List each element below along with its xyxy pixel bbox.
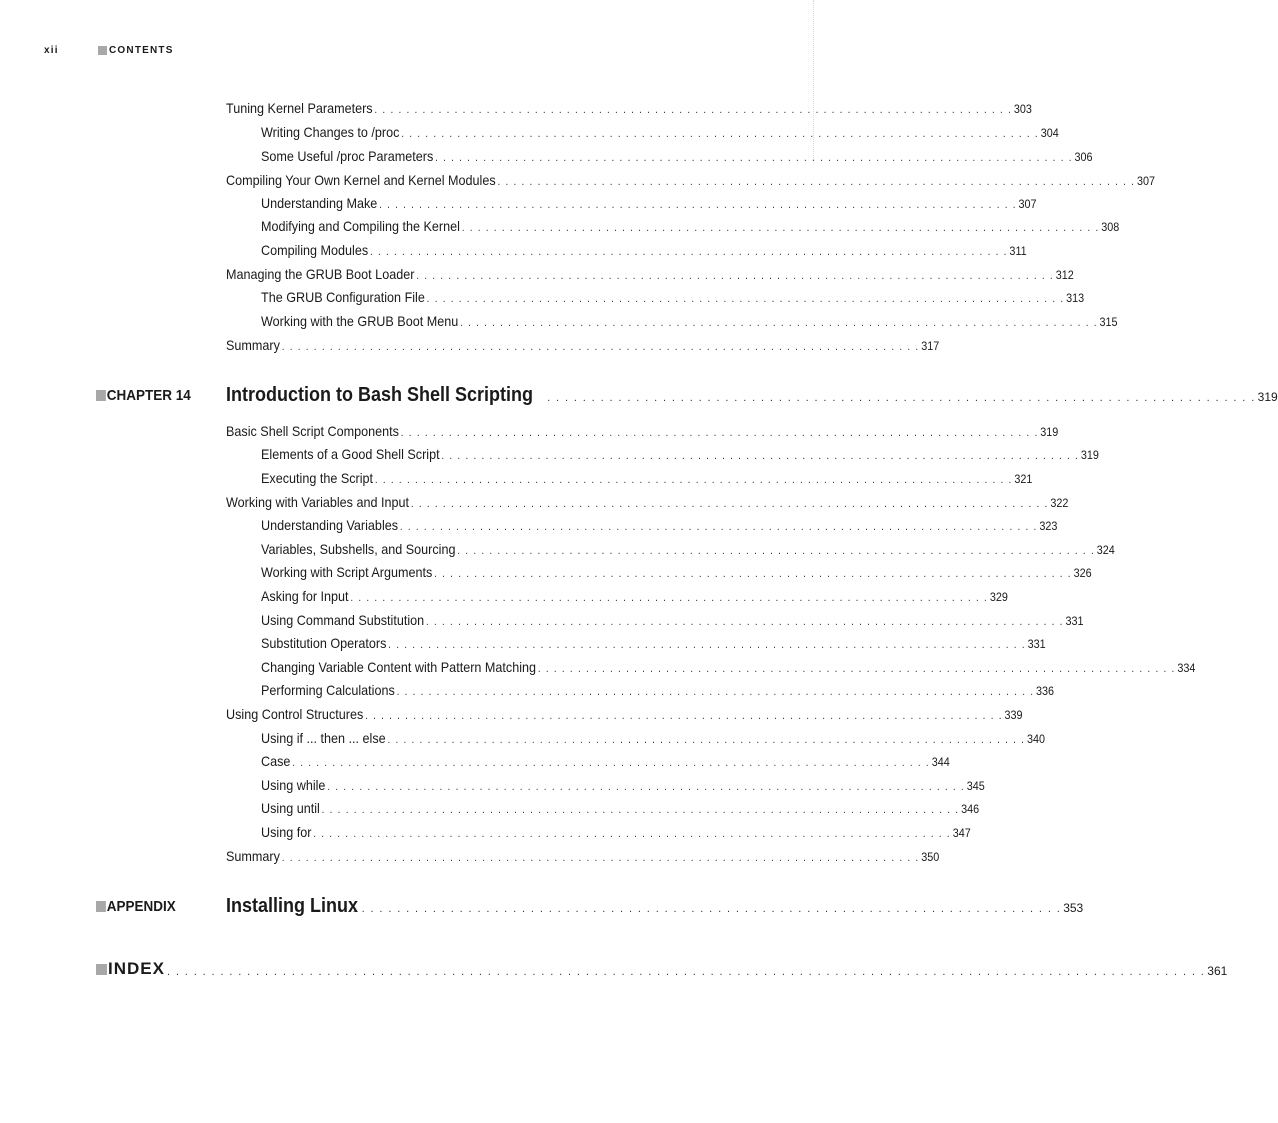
index-label: INDEX	[108, 959, 165, 978]
toc-entry-title: Compiling Your Own Kernel and Kernel Modules	[226, 172, 496, 188]
toc-entry-page: 345	[966, 779, 985, 793]
index-page: 361	[1207, 963, 1228, 978]
toc-entry-title: Using for	[261, 824, 312, 840]
toc-entry[interactable]	[261, 311, 1118, 331]
dot-leader: . . . . . . . . . . . . . . . . . . . . . . . . . . . . . . . . . . . . . . . . . . . . . . . . . . . . . . . . . . . . . . . . . . . . . . . . . . . . . . . .	[410, 498, 1049, 510]
toc-entry-title: Using while	[261, 777, 326, 793]
dot-leader: . . . . . . . . . . . . . . . . . . . . . . . . . . . . . . . . . . . . . . . . . . . . . . . . . . . . . . . . . . . . . . . . . . . . . . . . . . . . . . . .	[547, 392, 1256, 404]
toc-entry-page: 339	[1004, 708, 1023, 722]
toc-entry-title: Using if ... then ... else	[261, 730, 386, 746]
dot-leader: . . . . . . . . . . . . . . . . . . . . . . . . . . . . . . . . . . . . . . . . . . . . . . . . . . . . . . . . . . . . . . . . . . . . . . . . . . . . . . . .	[425, 616, 1064, 628]
toc-entry[interactable]	[261, 822, 971, 842]
dot-leader: . . . . . . . . . . . . . . . . . . . . . . . . . . . . . . . . . . . . . . . . . . . . . . . . . . . . . . . . . . . . . . . . . . . . . . . . . . . . . . . .	[388, 639, 1026, 651]
toc-entry[interactable]	[261, 444, 1099, 464]
dot-leader: . . . . . . . . . . . . . . . . . . . . . . . . . . . . . . . . . . . . . . . . . . . . . . . . . . . . . . . . . . . . . . . . . . . . . . . . . . . . . . . .	[321, 804, 960, 816]
toc-entry-title: Working with Variables and Input	[226, 494, 410, 510]
toc-entry[interactable]	[261, 562, 1092, 582]
toc-entry[interactable]	[261, 468, 1033, 488]
toc-entry-title: Using Control Structures	[226, 706, 364, 722]
dot-leader: . . . . . . . . . . . . . . . . . . . . . . . . . . . . . . . . . . . . . . . . . . . . . . . . . . . . . . . . . . . . . . . . . . . . . . . . . . . . . . . .	[350, 592, 989, 604]
toc-entry-page: 336	[1036, 684, 1055, 698]
toc-entry-page: 313	[1066, 291, 1085, 305]
dot-leader: . . . . . . . . . . . . . . . . . . . . . . . . . . . . . . . . . . . . . . . . . . . . . . . . . . . . . . . . . . . . . . . . . . . . . . . . . . . . . . . .	[441, 450, 1080, 462]
dot-leader: . . . . . . . . . . . . . . . . . . . . . . . . . . . . . . . . . . . . . . . . . . . . . . . . . . . . . . . . . . . . . . . . . . . . . . . . . . . . . . . .	[396, 686, 1035, 698]
toc-entry[interactable]	[226, 846, 940, 866]
appendix-heading-entry[interactable]	[226, 894, 1084, 918]
toc-entry-title: Managing the GRUB Boot Loader	[226, 266, 415, 282]
running-title: CONTENTS	[109, 44, 174, 56]
dot-leader: . . . . . . . . . . . . . . . . . . . . . . . . . . . . . . . . . . . . . . . . . . . . . . . . . . . . . . . . . . . . . . . . . . . . . . . . . . . . . . . .	[352, 903, 1062, 915]
chapter-number: CHAPTER 14	[106, 386, 191, 404]
toc-entry-page: 347	[952, 826, 971, 840]
toc-entry-page: 329	[989, 590, 1008, 604]
toc-entry-title: Executing the Script	[261, 470, 374, 486]
dot-leader: . . . . . . . . . . . . . . . . . . . . . . . . . . . . . . . . . . . . . . . . . . . . . . . . . . . . . . . . . . . . . . . . . . . . . . . . . . . . . . . .	[365, 710, 1003, 722]
dot-leader: . . . . . . . . . . . . . . . . . . . . . . . . . . . . . . . . . . . . . . . . . . . . . . . . . . . . . . . . . . . . . . . . . . . . . . . . . . . . . . . .	[374, 474, 1013, 486]
dot-leader: . . . . . . . . . . . . . . . . . . . . . . . . . . . . . . . . . . . . . . . . . . . . . . . . . . . . . . . . . . . . . . . . . . . . . . . . . . . . . . . .	[497, 176, 1136, 188]
bullet-square-icon	[96, 964, 107, 975]
dot-leader: . . . . . . . . . . . . . . . . . . . . . . . . . . . . . . . . . . . . . . . . . . . . . . . . . . . . . . . . . . . . . . . . . . . . . . . . . . . . . . . .	[461, 222, 1100, 234]
dot-leader: . . . . . . . . . . . . . . . . . . . . . . . . . . . . . . . . . . . . . . . . . . . . . . . . . . . . . . . . . . . . . . . . . . . . . . . . . . . . . . . .	[374, 104, 1013, 116]
toc-entry-title: Working with Script Arguments	[261, 564, 433, 580]
toc-entry-page: 315	[1099, 315, 1118, 329]
dot-leader: . . . . . . . . . . . . . . . . . . . . . . . . . . . . . . . . . . . . . . . . . . . . . . . . . . . . . . . . . . . . . . . . . . . . . . . . . . . . . . . .	[387, 734, 1026, 746]
bullet-square-icon	[98, 46, 107, 55]
toc-entry-title: Working with the GRUB Boot Menu	[261, 313, 459, 329]
appendix-label	[96, 895, 176, 917]
dot-leader: . . . . . . . . . . . . . . . . . . . . . . . . . . . . . . . . . . . . . . . . . . . . . . . . . . . . . . . . . . . . . . . . . . . . . . . . . . . . . . . .	[281, 341, 920, 353]
toc-entry-page: 308	[1101, 220, 1120, 234]
toc-entry-title: Case	[261, 753, 291, 769]
appendix-page: 353	[1063, 901, 1084, 915]
chapter-page: 319	[1257, 390, 1278, 404]
dot-leader: . . . . . . . . . . . . . . . . . . . . . . . . . . . . . . . . . . . . . . . . . . . . . . . . . . . . . . . . . . . . . . . . . . . . . . . . . . . . . . . .	[435, 152, 1073, 164]
dot-leader: . . . . . . . . . . . . . . . . . . . . . . . . . . . . . . . . . . . . . . . . . . . . . . . . . . . . . . . . . . . . . . . . . . . . . . . . . . . . . . . .	[401, 128, 1039, 140]
dot-leader: . . . . . . . . . . . . . . . . . . . . . . . . . . . . . . . . . . . . . . . . . . . . . . . . . . . . . . . . . . . . . . . . . . . . . . . . . . . . . . . .	[313, 828, 951, 840]
toc-entry[interactable]	[226, 264, 1074, 284]
toc-entry[interactable]	[226, 335, 940, 355]
toc-entry[interactable]	[261, 657, 1196, 677]
toc-entry[interactable]	[226, 704, 1023, 724]
dot-leader: . . . . . . . . . . . . . . . . . . . . . . . . . . . . . . . . . . . . . . . . . . . . . . . . . . . . . . . . . . . . . . . . . . . . . . . . . . . . . . . . . . . . . . . . . . . . . . . . . . . . . . . . . . . . . . . . . . . . .	[166, 965, 1206, 978]
chapter-label	[96, 384, 191, 406]
chapter-title: Introduction to Bash Shell Scripting	[226, 384, 534, 406]
toc-entry[interactable]	[261, 680, 1055, 700]
toc-entry-title: Basic Shell Script Components	[226, 423, 399, 439]
toc-entry-title: Some Useful /proc Parameters	[261, 148, 434, 164]
toc-entry-page: 346	[961, 802, 980, 816]
toc-entry[interactable]	[261, 539, 1115, 559]
toc-entry-title: Understanding Make	[261, 195, 378, 211]
toc-entry[interactable]	[226, 170, 1155, 190]
dot-leader: . . . . . . . . . . . . . . . . . . . . . . . . . . . . . . . . . . . . . . . . . . . . . . . . . . . . . . . . . . . . . . . . . . . . . . . . . . . . . . . .	[369, 246, 1008, 258]
toc-entry-title: Using Command Substitution	[261, 612, 425, 628]
toc-entry-page: 307	[1136, 174, 1155, 188]
toc-entry-page: 350	[921, 850, 940, 864]
toc-entry-title: Variables, Subshells, and Sourcing	[261, 541, 456, 557]
toc-entry-title: Summary	[226, 337, 280, 353]
appendix-label-text: APPENDIX	[106, 897, 176, 915]
toc-entry[interactable]	[261, 751, 950, 771]
running-header	[44, 43, 174, 57]
appendix-title: Installing Linux	[226, 895, 359, 917]
toc-entry-title: Changing Variable Content with Pattern Matching	[261, 659, 537, 675]
toc-entry-page: 331	[1065, 614, 1084, 628]
toc-entry-page: 326	[1073, 566, 1092, 580]
toc-entry[interactable]	[261, 633, 1046, 653]
toc-entry[interactable]	[261, 586, 1008, 606]
toc-entry-page: 319	[1040, 425, 1059, 439]
dot-leader: . . . . . . . . . . . . . . . . . . . . . . . . . . . . . . . . . . . . . . . . . . . . . . . . . . . . . . . . . . . . . . . . . . . . . . . . . . . . . . . .	[416, 270, 1054, 282]
toc-entry[interactable]	[261, 775, 985, 795]
page-number: xii	[44, 44, 59, 56]
toc-entry-page: 323	[1039, 519, 1058, 533]
dot-leader: . . . . . . . . . . . . . . . . . . . . . . . . . . . . . . . . . . . . . . . . . . . . . . . . . . . . . . . . . . . . . . . . . . . . . . . . . . . . . . . .	[434, 568, 1072, 580]
toc-entry-page: 344	[931, 755, 950, 769]
dot-leader: . . . . . . . . . . . . . . . . . . . . . . . . . . . . . . . . . . . . . . . . . . . . . . . . . . . . . . . . . . . . . . . . . . . . . . . . . . . . . . . .	[292, 757, 930, 769]
chapter-heading-entry[interactable]	[226, 383, 1278, 407]
dot-leader: . . . . . . . . . . . . . . . . . . . . . . . . . . . . . . . . . . . . . . . . . . . . . . . . . . . . . . . . . . . . . . . . . . . . . . . . . . . . . . . .	[281, 852, 920, 864]
toc-entry-title: Writing Changes to /proc	[261, 124, 400, 140]
dot-leader: . . . . . . . . . . . . . . . . . . . . . . . . . . . . . . . . . . . . . . . . . . . . . . . . . . . . . . . . . . . . . . . . . . . . . . . . . . . . . . . .	[426, 293, 1065, 305]
toc-entry-page: 311	[1009, 244, 1027, 258]
toc-entry-title: Substitution Operators	[261, 635, 387, 651]
dot-leader: . . . . . . . . . . . . . . . . . . . . . . . . . . . . . . . . . . . . . . . . . . . . . . . . . . . . . . . . . . . . . . . . . . . . . . . . . . . . . . . .	[457, 545, 1095, 557]
bullet-square-icon	[96, 901, 106, 912]
toc-entry[interactable]	[261, 798, 980, 818]
toc-entry-page: 322	[1050, 496, 1069, 510]
dot-leader: . . . . . . . . . . . . . . . . . . . . . . . . . . . . . . . . . . . . . . . . . . . . . . . . . . . . . . . . . . . . . . . . . . . . . . . . . . . . . . . .	[399, 521, 1038, 533]
toc-entry[interactable]	[226, 492, 1069, 512]
toc-entry-page: 303	[1013, 102, 1032, 116]
toc-entry-title: Modifying and Compiling the Kernel	[261, 218, 460, 234]
index-title	[96, 957, 165, 981]
toc-entry-page: 340	[1026, 732, 1045, 746]
toc-entry-page: 306	[1074, 150, 1093, 164]
toc-entry[interactable]	[261, 240, 1027, 260]
dot-leader: . . . . . . . . . . . . . . . . . . . . . . . . . . . . . . . . . . . . . . . . . . . . . . . . . . . . . . . . . . . . . . . . . . . . . . . . . . . . . . . .	[400, 427, 1039, 439]
toc-entry-title: Tuning Kernel Parameters	[226, 100, 373, 116]
dot-leader: . . . . . . . . . . . . . . . . . . . . . . . . . . . . . . . . . . . . . . . . . . . . . . . . . . . . . . . . . . . . . . . . . . . . . . . . . . . . . . . .	[537, 663, 1176, 675]
toc-entry-title: Elements of a Good Shell Script	[261, 446, 440, 462]
toc-entry-title: Performing Calculations	[261, 682, 395, 698]
toc-entry-title: The GRUB Configuration File	[261, 289, 425, 305]
toc-entry[interactable]	[261, 515, 1058, 535]
toc-entry-page: 317	[921, 339, 940, 353]
bullet-square-icon	[96, 390, 106, 401]
toc-entry-page: 321	[1014, 472, 1033, 486]
toc-entry[interactable]	[261, 146, 1093, 166]
toc-entry-title: Summary	[226, 848, 280, 864]
toc-entry-page: 334	[1177, 661, 1196, 675]
toc-entry-page: 304	[1040, 126, 1059, 140]
dot-leader: . . . . . . . . . . . . . . . . . . . . . . . . . . . . . . . . . . . . . . . . . . . . . . . . . . . . . . . . . . . . . . . . . . . . . . . . . . . . . . . .	[460, 317, 1098, 329]
toc-entry[interactable]	[261, 193, 1037, 213]
toc-entry[interactable]	[261, 216, 1120, 236]
toc-entry[interactable]	[261, 728, 1045, 748]
toc-entry-page: 307	[1018, 197, 1037, 211]
toc-entry[interactable]	[261, 122, 1059, 142]
toc-entry[interactable]	[261, 610, 1084, 630]
dot-leader: . . . . . . . . . . . . . . . . . . . . . . . . . . . . . . . . . . . . . . . . . . . . . . . . . . . . . . . . . . . . . . . . . . . . . . . . . . . . . . . .	[327, 781, 965, 793]
dot-leader: . . . . . . . . . . . . . . . . . . . . . . . . . . . . . . . . . . . . . . . . . . . . . . . . . . . . . . . . . . . . . . . . . . . . . . . . . . . . . . . .	[379, 199, 1017, 211]
toc-entry-page: 312	[1055, 268, 1074, 282]
index-entry[interactable]	[96, 957, 1228, 981]
toc-entry-page: 319	[1080, 448, 1099, 462]
toc-entry-title: Compiling Modules	[261, 242, 369, 258]
toc-entry[interactable]	[226, 98, 1032, 118]
toc-entry-title: Using until	[261, 800, 320, 816]
toc-entry-page: 324	[1096, 543, 1115, 557]
toc-entry[interactable]	[226, 421, 1059, 441]
toc-entry[interactable]	[261, 287, 1085, 307]
toc-entry-title: Understanding Variables	[261, 517, 399, 533]
toc-entry-page: 331	[1027, 637, 1046, 651]
toc-entry-title: Asking for Input	[261, 588, 349, 604]
